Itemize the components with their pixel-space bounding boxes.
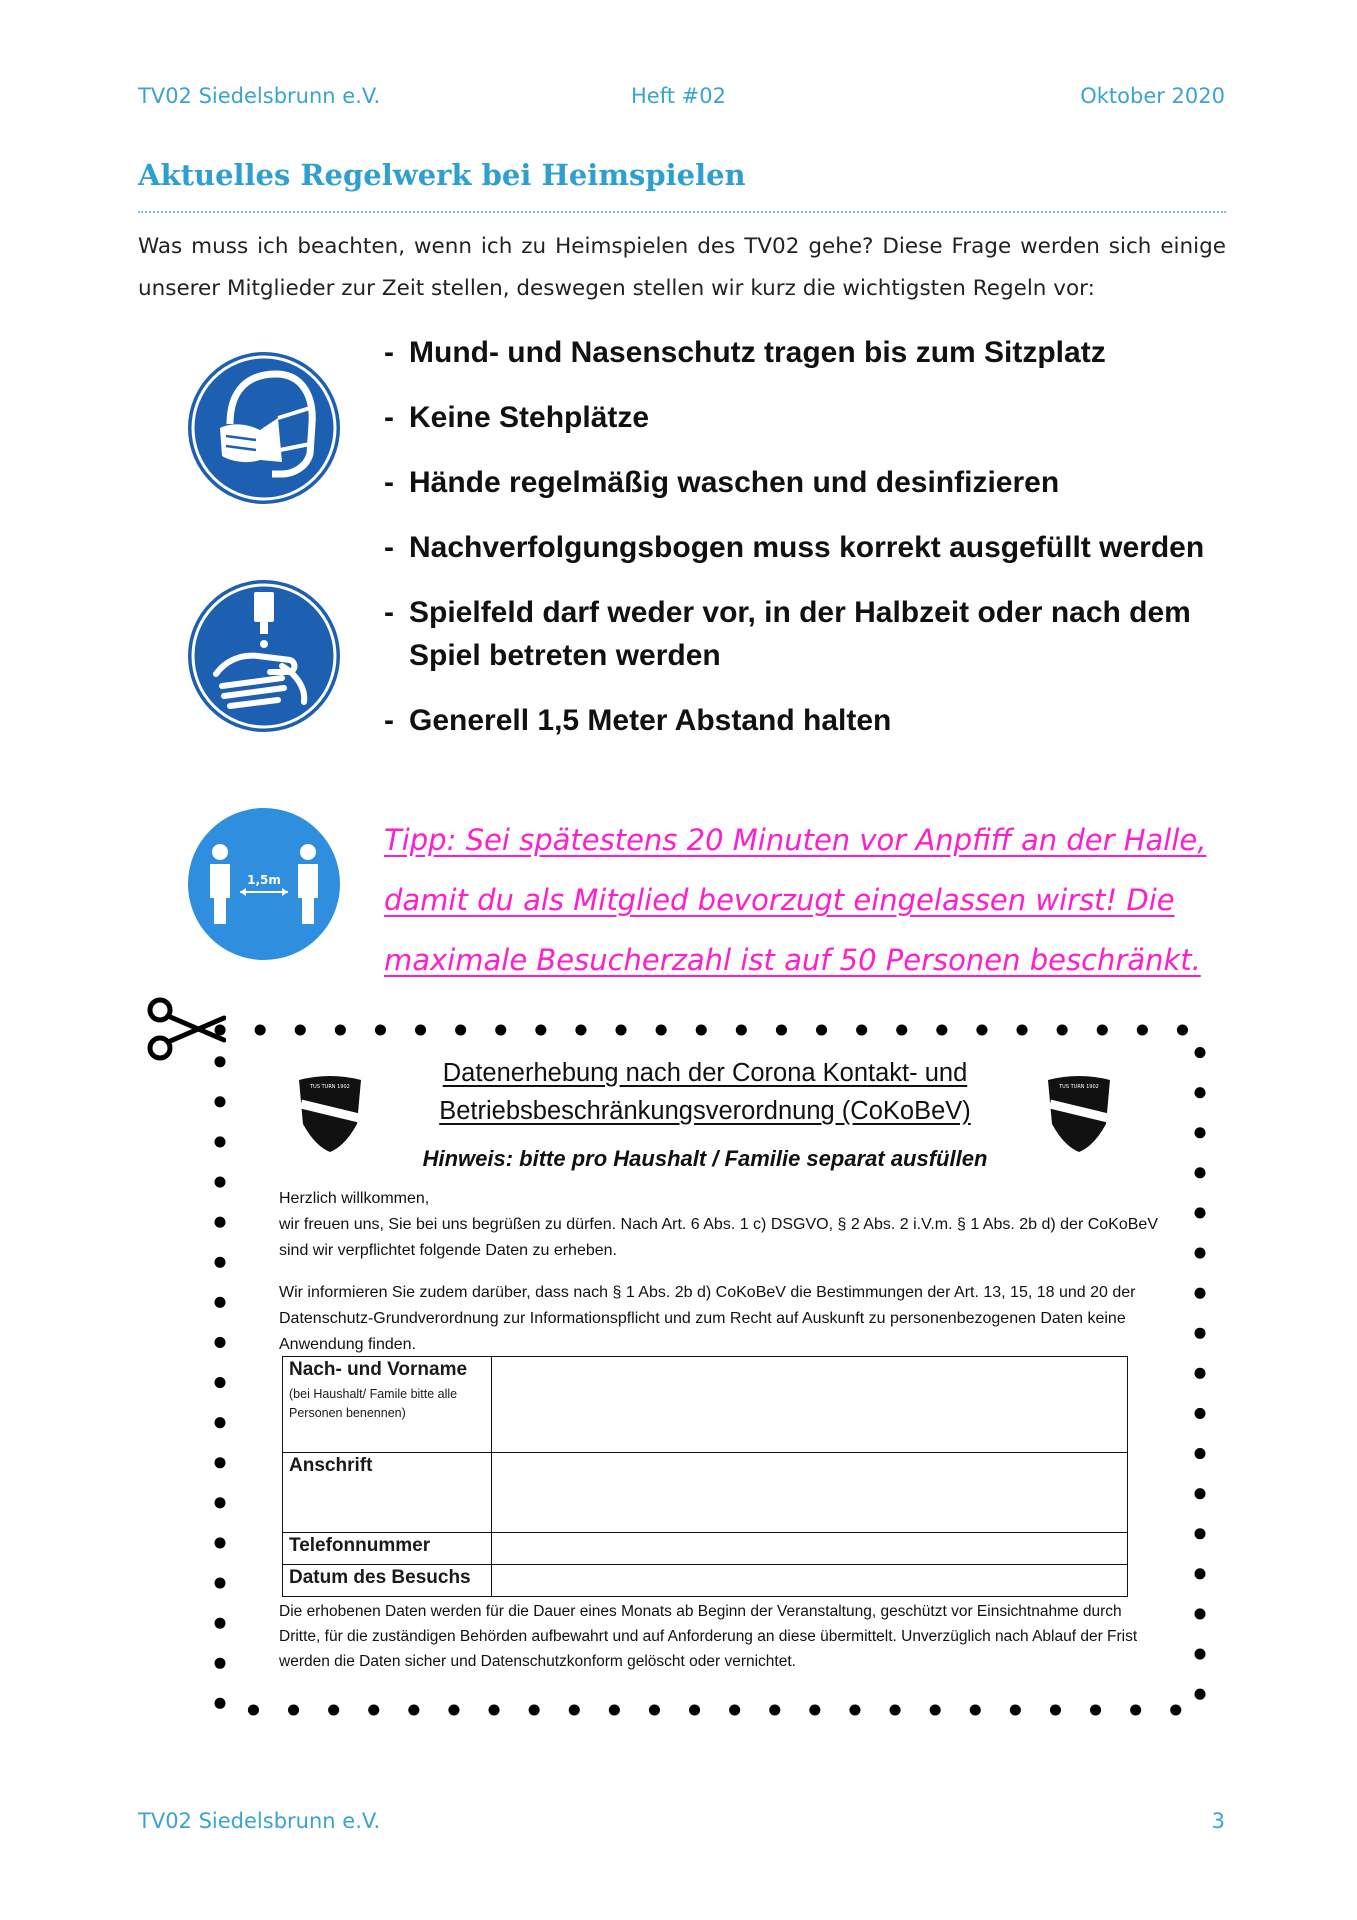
header-date: Oktober 2020 (1080, 84, 1225, 108)
rule-text: Spielfeld darf weder vor, in der Halbzeit oder nach dem Spiel betreten werden (409, 596, 1191, 672)
intro-paragraph: Was muss ich beachten, wenn ich zu Heimspielen des TV02 gehe? Diese Frage werden sich einige unserer Mitglieder zur Zeit stellen, deswegen stellen wir kurz die wichtigsten Regeln vor: (138, 234, 1226, 301)
rule-text: Keine Stehplätze (409, 401, 650, 434)
rule-distance (384, 699, 1244, 742)
form-footer-note: Die erhobenen Daten werden für die Dauer eines Monats ab Beginn der Veranstaltung, geschützt vor Einsichtnahme durch Dritte, für die zuständigen Behörden aufbewahrt und auf Anforderung an diese übermittelt. Unverzüglich nach Ablauf der Frist werden die Daten sicher und Datenschutzkonform gelöscht oder vernichtet. (279, 1603, 1138, 1670)
club-logo-left (295, 1074, 365, 1154)
tip-text: Tipp: Sei spätestens 20 Minuten vor Anpfiff an der Halle, damit du als Mitglied bevorzugt eingelassen wirst! Die maximale Besucherzahl ist auf 50 Personen beschränkt. (384, 823, 1207, 977)
distance-icon (186, 806, 342, 962)
rules-list (384, 331, 1244, 764)
address-field[interactable] (491, 1453, 1127, 1533)
list-marker: - (384, 401, 394, 434)
form-title (400, 1054, 1010, 1130)
header-club-name: TV02 Siedelsbrunn e.V. (138, 84, 381, 108)
field-name-title: Nach- und Vorname (289, 1359, 468, 1380)
rule-mask (384, 331, 1244, 374)
club-logo-right (1044, 1074, 1114, 1154)
list-marker: - (384, 704, 394, 737)
form-title-line1: Datenerhebung nach der Corona Kontakt- und (442, 1059, 968, 1087)
list-marker: - (384, 596, 394, 629)
contact-form-table (282, 1356, 1128, 1597)
footer-club-name: TV02 Siedelsbrunn e.V. (138, 1809, 381, 1833)
field-name-note: (bei Haushalt/ Famile bitte alle Personen benennen) (289, 1387, 458, 1420)
form-title-line2: Betriebsbeschränkungsverordnung (CoKoBeV) (439, 1097, 971, 1125)
hand-sanitizer-icon (186, 578, 342, 734)
field-label-phone: Telefonnummer (283, 1533, 492, 1565)
list-marker: - (384, 531, 394, 564)
svg-text:TUS TURN 1902: TUS TURN 1902 (1059, 1084, 1099, 1090)
rule-text: Generell 1,5 Meter Abstand halten (409, 704, 892, 737)
form-info: Wir informieren Sie zudem darüber, dass nach § 1 Abs. 2b d) CoKoBeV die Bestimmungen der Art. 13, 15, 18 und 20 der Datenschutz-Grundverordnung zur Informationspflicht und zum Recht auf Auskunft zu personenbezogenen Daten keine Anwendung finden. (279, 1284, 1136, 1353)
rule-hands (384, 461, 1244, 504)
rule-text: Mund- und Nasenschutz tragen bis zum Sitzplatz (409, 336, 1106, 369)
page-title: Aktuelles Regelwerk bei Heimspielen (138, 158, 746, 192)
face-mask-icon (186, 350, 342, 506)
list-marker: - (384, 336, 394, 369)
rule-text: Nachverfolgungsbogen muss korrekt ausgefüllt werden (409, 531, 1205, 564)
svg-text:TUS TURN 1902: TUS TURN 1902 (310, 1084, 350, 1090)
title-divider (138, 211, 1226, 213)
date-field[interactable] (491, 1565, 1127, 1597)
form-greeting: Herzlich willkommen, (279, 1190, 430, 1207)
rule-standing (384, 396, 1244, 439)
header-issue: Heft #02 (631, 84, 726, 108)
name-field[interactable] (491, 1357, 1127, 1453)
field-label-name (283, 1357, 492, 1453)
rule-text: Hände regelmäßig waschen und desinfizieren (409, 466, 1060, 499)
rule-field (384, 591, 1244, 677)
form-hint: Hinweis: bitte pro Haushalt / Familie separat ausfüllen (422, 1146, 988, 1171)
distance-label: 1,5m (247, 873, 281, 887)
field-label-date: Datum des Besuchs (283, 1565, 492, 1597)
list-marker: - (384, 466, 394, 499)
page-number: 3 (1211, 1809, 1225, 1833)
field-label-address: Anschrift (283, 1453, 492, 1533)
rule-tracing (384, 526, 1244, 569)
phone-field[interactable] (491, 1533, 1127, 1565)
form-lead: wir freuen uns, Sie bei uns begrüßen zu dürfen. Nach Art. 6 Abs. 1 c) DSGVO, § 2 Abs. 2 i.V.m. § 1 Abs. 2b d) der CoKoBeV sind wir verpflichtet folgende Daten zu erheben. (279, 1216, 1158, 1259)
